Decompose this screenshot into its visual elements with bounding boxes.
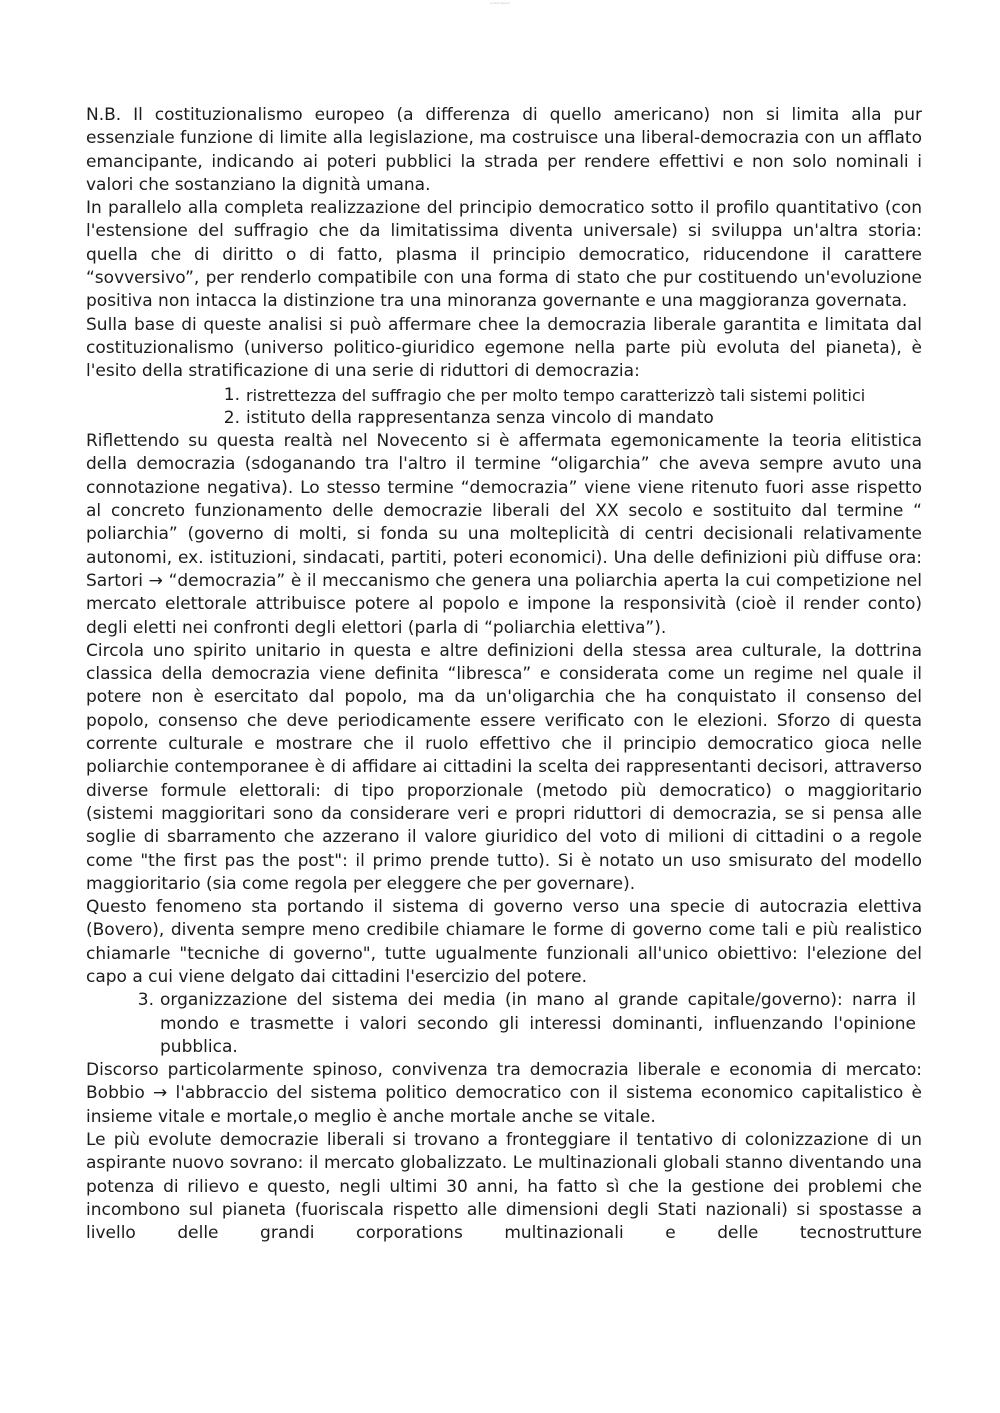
paragraph-questo-fenomeno: Questo fenomeno sta portando il sistema di governo verso una specie di autocrazia elettiva (Bovero), diventa sempre meno credibile chiamare le forme di governo come tali e più realistico chiamarle "tecniche di governo", tutte ugualmente funzionali all'unico obiettivo: l'elezione del capo a cui viene delgato dai cittadini l'esercizio del potere.: [86, 897, 922, 987]
paragraph-parallelo: In parallelo alla completa realizzazione del principio democratico sotto il profilo quantitativo (con l'estensione del suffragio che da limitatissima diventa universale) si sviluppa un'altra storia: quella che di diritto o di fatto, plasma il principio democratico, riducendone il carattere “sovversivo”, per renderlo compatibile con una forma di stato che pur costituendo un'evoluzione positiva non intacca la distinzione tra una minoranza governante e una maggioranza governata.: [86, 198, 922, 312]
list-item: [86, 384, 922, 407]
reducers-list-2: [86, 989, 922, 1059]
paragraph-le-piu-evolute: Le più evolute democrazie liberali si trovano a fronteggiare il tentativo di colonizzazione di un aspirante nuovo sovrano: il mercato globalizzato. Le multinazionali globali stanno diventando una potenza di rilievo e questo, negli ultimi 30 anni, ha fatto sì che la gestione dei problemi che incombono sul pianeta (fuoriscala rispetto alle dimensioni degli Stati nazionali) si spostasse a livello delle grandi corporations multinazionali e delle tecnostrutture: [86, 1130, 922, 1244]
list-item-number: 1.: [223, 384, 240, 405]
paragraph-circola: Circola uno spirito unitario in questa e altre definizioni della stessa area culturale, la dottrina classica della democrazia viene definita “libresca” e considerata come un regime nel quale il potere non è esercitato dal popolo, ma da un'oligarchia che ha conquistato il consenso del popolo, consenso che deve periodicamente essere verificato con le elezioni. Sforzo di questa corrente culturale e mostrare che il ruolo effettivo che il principio democratico gioca nelle poliarchie contemporanee è di affidare ai cittadini la scelta dei rappresentanti decisori, attraverso diverse formule elettorali: di tipo proporzionale (metodo più democratico) o maggioritario (sistemi maggioritari sono da considerare veri e propri riduttori di democrazia, se si pensa alle soglie di sbarramento che azzerano il valore giuridico del voto di milioni di cittadini o a regole come "the first pas the post": il primo prende tutto). Si è notato un uso smisurato del modello maggioritario (sia come regola per eleggere che per governare).: [86, 640, 922, 894]
document-page: [86, 104, 922, 1246]
paragraph-discorso: Discorso particolarmente spinoso, convivenza tra democrazia liberale e economia di mercato: Bobbio → l'abbraccio del sistema politico democratico con il sistema economico capitalistico è insieme vitale e mortale,o meglio è anche mortale anche se vitale.: [86, 1060, 922, 1127]
header-watermark: Lorem Ipsum: [490, 1, 510, 5]
list-item-text: organizzazione del sistema dei media (in mano al grande capitale/governo): narra il mondo e trasmette i valori secondo gli interessi dominanti, influenzando l'opinione pubblica.: [160, 990, 916, 1057]
paragraph-nb: N.B. Il costituzionalismo europeo (a differenza di quello americano) non si limita alla pur essenziale funzione di limite alla legislazione, ma costruisce una liberal-democrazia con un afflato emancipante, indicando ai poteri pubblici la strada per rendere effettivi e non solo nominali i valori che sostanziano la dignità umana.: [86, 105, 922, 195]
list-item: [86, 407, 922, 430]
list-item-text: istituto della rappresentanza senza vincolo di mandato: [246, 407, 714, 428]
paragraph-sulla-base: Sulla base di queste analisi si può affermare chee la democrazia liberale garantita e limitata dal costituzionalismo (universo politico-giuridico egemone nella parte più evoluta del pianeta), è l'esito della stratificazione di una serie di riduttori di democrazia:: [86, 314, 922, 382]
list-item-text: ristrettezza del suffragio che per molto tempo caratterizzò tali sistemi politici: [246, 385, 866, 405]
reducers-list-1: [86, 384, 922, 431]
list-item-number: 2.: [223, 407, 240, 428]
list-item-number: 3.: [137, 990, 154, 1011]
list-item: [86, 989, 922, 1059]
paragraph-riflettendo: Riflettendo su questa realtà nel Novecento si è affermata egemonicamente la teoria elitistica della democrazia (sdoganando tra l'altro il termine “oligarchia” che aveva sempre avuto una connotazione negativa). Lo stesso termine “democrazia” viene viene ritenuto fuori asse rispetto al concreto funzionamento delle democrazie liberali del XX secolo e sostituito dal termine “ poliarchia” (governo di molti, si fonda su una molteplicità di centri decisionali relativamente autonomi, ex. istituzioni, sindacati, partiti, poteri economici). Una delle definizioni più diffuse ora: Sartori → “democrazia” è il meccanismo che genera una poliarchia aperta la cui competizione nel mercato elettorale attribuisce potere al popolo e impone la responsività (cioè il render conto) degli eletti nei confronti degli elettori (parla di “poliarchia elettiva”).: [86, 431, 922, 638]
